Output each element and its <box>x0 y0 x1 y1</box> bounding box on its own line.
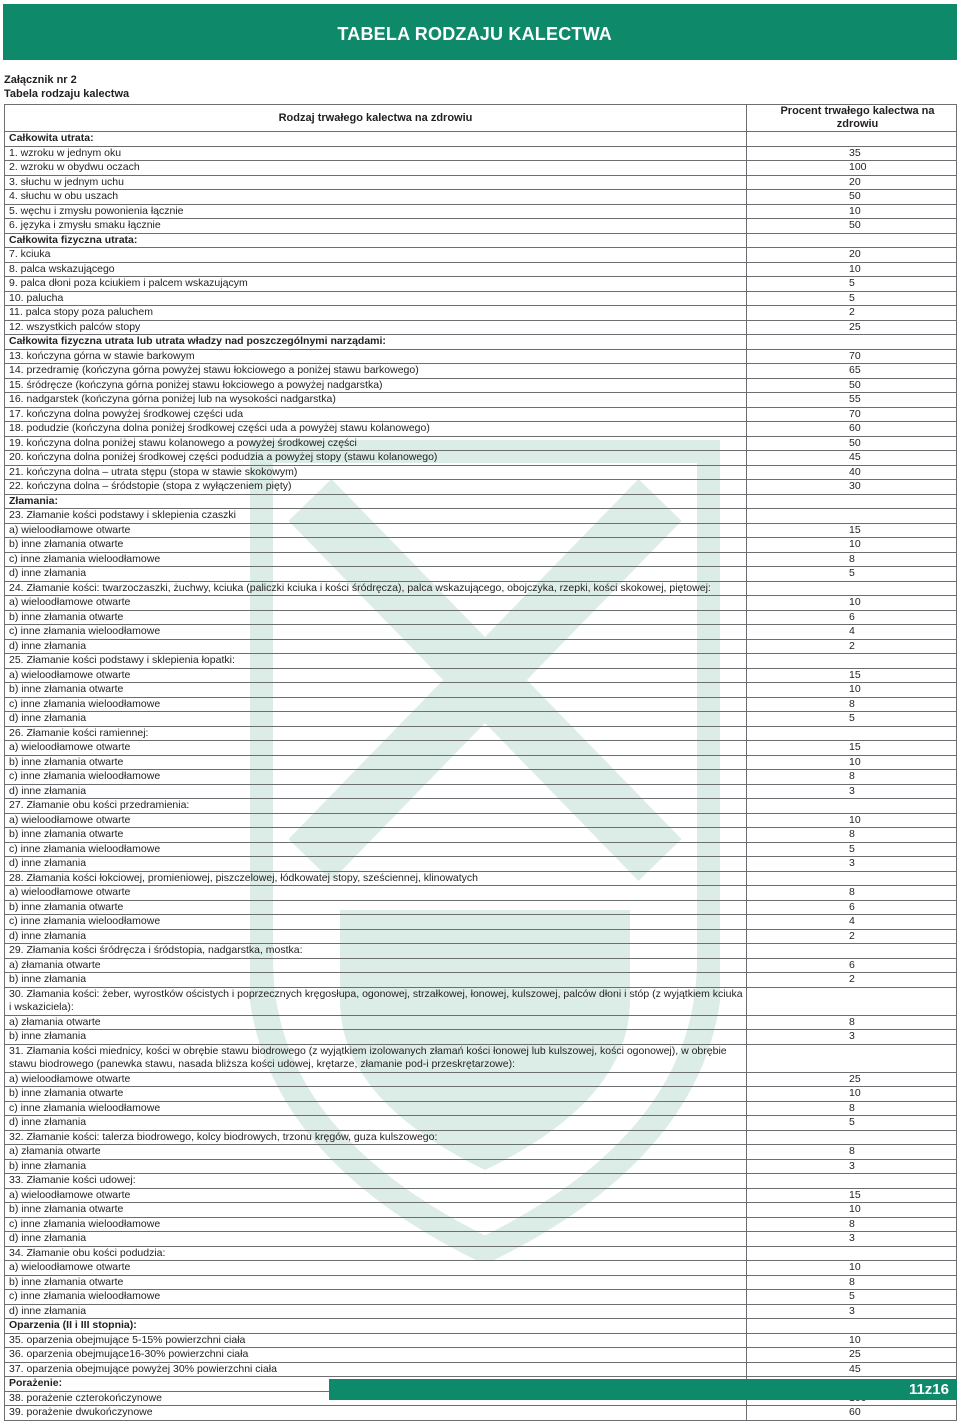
injury-description: 15. śródręcze (kończyna górna poniżej stawu łokciowego a powyżej nadgarstka) <box>5 378 747 393</box>
injury-description: b) inne złamania otwarte <box>5 610 747 625</box>
injury-percent: 8 <box>747 1145 957 1160</box>
injury-percent: 50 <box>747 219 957 234</box>
injury-percent: 8 <box>747 886 957 901</box>
injury-percent <box>747 726 957 741</box>
injury-percent: 3 <box>747 1232 957 1247</box>
injury-percent <box>747 132 957 147</box>
injury-description: a) wieloodłamowe otwarte <box>5 523 747 538</box>
injury-percent <box>747 1246 957 1261</box>
table-row <box>5 900 957 915</box>
table-row <box>5 407 957 422</box>
injury-description: Porażenie: <box>5 1377 747 1392</box>
table-row <box>5 1087 957 1102</box>
table-row <box>5 654 957 669</box>
injury-percent: 25 <box>747 1348 957 1363</box>
injury-description: b) inne złamania otwarte <box>5 755 747 770</box>
table-row <box>5 161 957 176</box>
injury-percent: 15 <box>747 668 957 683</box>
injury-description: b) inne złamania otwarte <box>5 1275 747 1290</box>
table-row <box>5 929 957 944</box>
injury-description: b) inne złamania <box>5 1159 747 1174</box>
table-row <box>5 1261 957 1276</box>
injury-description: 38. porażenie czterokończynowe <box>5 1391 747 1406</box>
injury-percent: 5 <box>747 712 957 727</box>
injury-percent: 6 <box>747 958 957 973</box>
table-row <box>5 1362 957 1377</box>
injury-percent: 3 <box>747 1304 957 1319</box>
injury-description: 17. kończyna dolna powyżej środkowej części uda <box>5 407 747 422</box>
injury-percent <box>747 1319 957 1334</box>
attachment-label: Załącznik nr 2 <box>4 74 77 86</box>
injury-description: Całkowita utrata: <box>5 132 747 147</box>
injury-description: 31. Złamania kości miednicy, kości w obrębie stawu biodrowego (z wyjątkiem izolowanych złamań kości łonowej lub kulszowej, kości ogonowej), w obrębie stawu biodrowego (panewka stawu, nasada bliższa kości udowej, krętarze, złamanie pod-i przeskrętarzowe): <box>5 1044 747 1072</box>
injury-description: 23. Złamanie kości podstawy i sklepienia czaszki <box>5 509 747 524</box>
injury-percent: 10 <box>747 1203 957 1218</box>
injury-description: 9. palca dłoni poza kciukiem i palcem wskazującym <box>5 277 747 292</box>
injury-percent: 10 <box>747 1333 957 1348</box>
injury-percent: 50 <box>747 190 957 205</box>
table-row <box>5 567 957 582</box>
injury-description: 16. nadgarstek (kończyna górna poniżej lub na wysokości nadgarstka) <box>5 393 747 408</box>
table-row <box>5 1030 957 1045</box>
injury-percent: 25 <box>747 320 957 335</box>
injury-percent <box>747 1130 957 1145</box>
table-row <box>5 915 957 930</box>
table-row <box>5 712 957 727</box>
injury-description: a) złamania otwarte <box>5 958 747 973</box>
injury-description: 33. Złamanie kości udowej: <box>5 1174 747 1189</box>
injury-description: a) wieloodłamowe otwarte <box>5 596 747 611</box>
injury-percent: 2 <box>747 306 957 321</box>
injury-description: a) wieloodłamowe otwarte <box>5 668 747 683</box>
injury-description: b) inne złamania otwarte <box>5 1087 747 1102</box>
injury-description: b) inne złamania otwarte <box>5 1203 747 1218</box>
table-row <box>5 1015 957 1030</box>
injury-description: a) złamania otwarte <box>5 1145 747 1160</box>
injury-percent: 25 <box>747 1072 957 1087</box>
injury-percent: 10 <box>747 596 957 611</box>
table-row <box>5 1246 957 1261</box>
table-row <box>5 277 957 292</box>
injury-description: a) wieloodłamowe otwarte <box>5 886 747 901</box>
table-row <box>5 610 957 625</box>
injury-percent: 15 <box>747 523 957 538</box>
table-row <box>5 262 957 277</box>
injury-percent <box>747 987 957 1015</box>
table-row <box>5 755 957 770</box>
injury-percent: 5 <box>747 291 957 306</box>
injury-description: 8. palca wskazującego <box>5 262 747 277</box>
table-row <box>5 523 957 538</box>
table-row <box>5 1101 957 1116</box>
table-row <box>5 422 957 437</box>
table-row <box>5 509 957 524</box>
table-row <box>5 190 957 205</box>
injury-percent: 5 <box>747 1290 957 1305</box>
attachment-subtitle: Tabela rodzaju kalectwa <box>4 88 130 100</box>
injury-percent <box>747 1174 957 1189</box>
injury-percent: 5 <box>747 842 957 857</box>
injury-description: a) złamania otwarte <box>5 1015 747 1030</box>
table-row <box>5 538 957 553</box>
injury-percent: 2 <box>747 639 957 654</box>
injury-percent: 50 <box>747 436 957 451</box>
table-row <box>5 1159 957 1174</box>
injury-description: 37. oparzenia obejmujące powyżej 30% powierzchni ciała <box>5 1362 747 1377</box>
injury-description: d) inne złamania <box>5 1232 747 1247</box>
injury-description: 25. Złamanie kości podstawy i sklepienia łopatki: <box>5 654 747 669</box>
injury-description: 11. palca stopy poza paluchem <box>5 306 747 321</box>
injury-description: 6. języka i zmysłu smaku łącznie <box>5 219 747 234</box>
injury-description: d) inne złamania <box>5 1304 747 1319</box>
injury-percent: 8 <box>747 1217 957 1232</box>
injury-percent: 20 <box>747 248 957 263</box>
injury-percent: 10 <box>747 262 957 277</box>
injury-percent <box>747 654 957 669</box>
injury-description: Całkowita fizyczna utrata lub utrata władzy nad poszczególnymi narządami: <box>5 335 747 350</box>
injury-percent <box>747 944 957 959</box>
injury-percent: 20 <box>747 175 957 190</box>
injury-percent: 15 <box>747 741 957 756</box>
injury-description: b) inne złamania otwarte <box>5 828 747 843</box>
injury-percent <box>747 335 957 350</box>
table-row <box>5 886 957 901</box>
table-row <box>5 1044 957 1072</box>
table-row <box>5 1188 957 1203</box>
injury-description: 35. oparzenia obejmujące 5-15% powierzchni ciała <box>5 1333 747 1348</box>
injury-description: d) inne złamania <box>5 712 747 727</box>
injury-percent: 3 <box>747 857 957 872</box>
injury-percent: 10 <box>747 683 957 698</box>
injury-percent: 6 <box>747 900 957 915</box>
injury-percent: 10 <box>747 813 957 828</box>
table-row <box>5 146 957 161</box>
injury-percent <box>747 871 957 886</box>
injury-percent: 3 <box>747 1030 957 1045</box>
injury-percent: 40 <box>747 465 957 480</box>
injury-description: a) wieloodłamowe otwarte <box>5 1188 747 1203</box>
injury-percent: 35 <box>747 146 957 161</box>
section-header-row <box>5 233 957 248</box>
injury-percent: 30 <box>747 480 957 495</box>
injury-description: 30. Złamania kości: żeber, wyrostków ościstych i poprzecznych kręgosłupa, ogonowej, strzałkowej, łonowej, kulszowej, palców dłoni i stóp (z wyjątkiem kciuka i wskaziciela): <box>5 987 747 1015</box>
header-bar <box>3 4 957 60</box>
injury-description: Oparzenia (II i III stopnia): <box>5 1319 747 1334</box>
injury-description: 13. kończyna górna w stawie barkowym <box>5 349 747 364</box>
table-row <box>5 465 957 480</box>
table-row <box>5 987 957 1015</box>
injury-percent: 70 <box>747 407 957 422</box>
table-row <box>5 813 957 828</box>
injury-description: c) inne złamania wieloodłamowe <box>5 1101 747 1116</box>
injury-percent: 45 <box>747 1362 957 1377</box>
table-row <box>5 1217 957 1232</box>
table-body <box>5 132 957 1421</box>
table-row <box>5 799 957 814</box>
injury-description: b) inne złamania otwarte <box>5 683 747 698</box>
injury-description: Całkowita fizyczna utrata: <box>5 233 747 248</box>
table-row <box>5 451 957 466</box>
injury-percent: 8 <box>747 828 957 843</box>
injury-description: 36. oparzenia obejmujące16-30% powierzchni ciała <box>5 1348 747 1363</box>
injury-percent: 15 <box>747 1188 957 1203</box>
injury-percent: 10 <box>747 755 957 770</box>
injury-description: d) inne złamania <box>5 784 747 799</box>
table-row <box>5 770 957 785</box>
disability-table <box>4 104 957 1421</box>
injury-description: c) inne złamania wieloodłamowe <box>5 915 747 930</box>
table-row <box>5 219 957 234</box>
table-row <box>5 378 957 393</box>
injury-percent: 3 <box>747 784 957 799</box>
injury-description: d) inne złamania <box>5 639 747 654</box>
injury-description: 19. kończyna dolna poniżej stawu kolanowego a powyżej środkowej części <box>5 436 747 451</box>
table-row <box>5 726 957 741</box>
section-header-row <box>5 335 957 350</box>
injury-percent: 45 <box>747 451 957 466</box>
injury-percent <box>747 1044 957 1072</box>
preamble <box>4 73 129 101</box>
table-row <box>5 1072 957 1087</box>
injury-description: c) inne złamania wieloodłamowe <box>5 552 747 567</box>
table-row <box>5 683 957 698</box>
injury-percent: 60 <box>747 1406 957 1421</box>
injury-description: 29. Złamania kości śródręcza i śródstopia, nadgarstka, mostka: <box>5 944 747 959</box>
table-row <box>5 1304 957 1319</box>
table-row <box>5 552 957 567</box>
table-row <box>5 204 957 219</box>
column-header-percent: Procent trwałego kalectwa na zdrowiu <box>747 105 957 132</box>
table-row <box>5 596 957 611</box>
table-row <box>5 857 957 872</box>
injury-percent: 70 <box>747 349 957 364</box>
injury-percent: 4 <box>747 915 957 930</box>
injury-percent <box>747 494 957 509</box>
injury-description: a) wieloodłamowe otwarte <box>5 1261 747 1276</box>
table-row <box>5 1348 957 1363</box>
injury-description: 10. palucha <box>5 291 747 306</box>
table-row <box>5 842 957 857</box>
table-row <box>5 639 957 654</box>
injury-description: a) wieloodłamowe otwarte <box>5 1072 747 1087</box>
injury-percent: 60 <box>747 422 957 437</box>
injury-description: 21. kończyna dolna – utrata stępu (stopa w stawie skokowym) <box>5 465 747 480</box>
injury-description: c) inne złamania wieloodłamowe <box>5 842 747 857</box>
injury-description: 7. kciuka <box>5 248 747 263</box>
injury-description: c) inne złamania wieloodłamowe <box>5 1290 747 1305</box>
table-row <box>5 364 957 379</box>
injury-description: d) inne złamania <box>5 857 747 872</box>
injury-percent: 8 <box>747 552 957 567</box>
injury-percent: 5 <box>747 567 957 582</box>
table-row <box>5 973 957 988</box>
table-row <box>5 581 957 596</box>
table-row <box>5 436 957 451</box>
injury-percent: 5 <box>747 1116 957 1131</box>
injury-percent: 10 <box>747 1261 957 1276</box>
injury-percent <box>747 799 957 814</box>
section-header-row <box>5 132 957 147</box>
injury-description: 28. Złamania kości łokciowej, promieniowej, piszczelowej, łódkowatej stopy, sześciennej, klinowatych <box>5 871 747 886</box>
injury-percent: 10 <box>747 204 957 219</box>
injury-percent: 2 <box>747 973 957 988</box>
table-row <box>5 1116 957 1131</box>
table-row <box>5 306 957 321</box>
injury-description: 22. kończyna dolna – śródstopie (stopa z wyłączeniem pięty) <box>5 480 747 495</box>
table-row <box>5 944 957 959</box>
table-row <box>5 1232 957 1247</box>
injury-percent: 8 <box>747 1101 957 1116</box>
table-row <box>5 1174 957 1189</box>
injury-percent <box>747 233 957 248</box>
injury-percent: 10 <box>747 538 957 553</box>
table-row <box>5 741 957 756</box>
injury-description: 4. słuchu w obu uszach <box>5 190 747 205</box>
injury-description: d) inne złamania <box>5 567 747 582</box>
injury-percent: 8 <box>747 1275 957 1290</box>
injury-percent: 8 <box>747 697 957 712</box>
table-header-row <box>5 105 957 132</box>
table-row <box>5 784 957 799</box>
injury-description: a) wieloodłamowe otwarte <box>5 741 747 756</box>
injury-description: 32. Złamanie kości: talerza biodrowego, kolcy biodrowych, trzonu kręgów, guza kulszowego: <box>5 1130 747 1145</box>
injury-description: 20. kończyna dolna poniżej środkowej części podudzia a powyżej stopy (stawu kolanowego) <box>5 451 747 466</box>
injury-description: 27. Złamanie obu kości przedramienia: <box>5 799 747 814</box>
injury-description: c) inne złamania wieloodłamowe <box>5 697 747 712</box>
injury-percent: 8 <box>747 770 957 785</box>
injury-percent: 100 <box>747 161 957 176</box>
table-row <box>5 1203 957 1218</box>
injury-description: 14. przedramię (kończyna górna powyżej stawu łokciowego a poniżej stawu barkowego) <box>5 364 747 379</box>
injury-percent: 2 <box>747 929 957 944</box>
injury-percent <box>747 581 957 596</box>
injury-percent: 55 <box>747 393 957 408</box>
table-row <box>5 248 957 263</box>
injury-description: a) wieloodłamowe otwarte <box>5 813 747 828</box>
injury-description: c) inne złamania wieloodłamowe <box>5 1217 747 1232</box>
injury-description: c) inne złamania wieloodłamowe <box>5 625 747 640</box>
table-row <box>5 320 957 335</box>
table-row <box>5 480 957 495</box>
table-row <box>5 958 957 973</box>
injury-description: Złamania: <box>5 494 747 509</box>
injury-description: 34. Złamanie obu kości podudzia: <box>5 1246 747 1261</box>
section-header-row <box>5 494 957 509</box>
page-number: 11z16 <box>908 1381 949 1398</box>
injury-description: 5. węchu i zmysłu powonienia łącznie <box>5 204 747 219</box>
table-row <box>5 1406 957 1421</box>
table-row <box>5 1290 957 1305</box>
table-row <box>5 625 957 640</box>
injury-description: 3. słuchu w jednym uchu <box>5 175 747 190</box>
injury-description: 24. Złamanie kości: twarzoczaszki, żuchwy, kciuka (paliczki kciuka i kości śródręcza), palca wskazującego, obojczyka, rzepki, kości skokowej, piętowej: <box>5 581 747 596</box>
injury-percent: 4 <box>747 625 957 640</box>
table-row <box>5 1333 957 1348</box>
table-row <box>5 668 957 683</box>
table-row <box>5 1275 957 1290</box>
table-row <box>5 393 957 408</box>
table-row <box>5 349 957 364</box>
injury-description: 1. wzroku w jednym oku <box>5 146 747 161</box>
injury-percent: 65 <box>747 364 957 379</box>
footer-bar <box>329 1379 957 1400</box>
injury-percent: 50 <box>747 378 957 393</box>
table-row <box>5 871 957 886</box>
injury-description: d) inne złamania <box>5 929 747 944</box>
page-title: TABELA RODZAJU KALECTWA <box>337 24 612 44</box>
injury-description: b) inne złamania otwarte <box>5 900 747 915</box>
table-row <box>5 697 957 712</box>
injury-percent: 6 <box>747 610 957 625</box>
column-header-type: Rodzaj trwałego kalectwa na zdrowiu <box>5 105 747 132</box>
injury-description: 26. Złamanie kości ramiennej: <box>5 726 747 741</box>
injury-percent <box>747 509 957 524</box>
injury-description: d) inne złamania <box>5 1116 747 1131</box>
table-row <box>5 1130 957 1145</box>
injury-percent: 10 <box>747 1087 957 1102</box>
injury-description: b) inne złamania <box>5 1030 747 1045</box>
injury-percent: 8 <box>747 1015 957 1030</box>
injury-description: 18. podudzie (kończyna dolna poniżej środkowej części uda a powyżej stawu kolanowego) <box>5 422 747 437</box>
injury-description: c) inne złamania wieloodłamowe <box>5 770 747 785</box>
table-row <box>5 291 957 306</box>
injury-description: 12. wszystkich palców stopy <box>5 320 747 335</box>
table-row <box>5 175 957 190</box>
injury-percent: 3 <box>747 1159 957 1174</box>
section-header-row <box>5 1319 957 1334</box>
table-row <box>5 828 957 843</box>
table-row <box>5 1145 957 1160</box>
injury-description: 39. porażenie dwukończynowe <box>5 1406 747 1421</box>
injury-description: 2. wzroku w obydwu oczach <box>5 161 747 176</box>
injury-percent: 5 <box>747 277 957 292</box>
injury-description: b) inne złamania <box>5 973 747 988</box>
injury-description: b) inne złamania otwarte <box>5 538 747 553</box>
